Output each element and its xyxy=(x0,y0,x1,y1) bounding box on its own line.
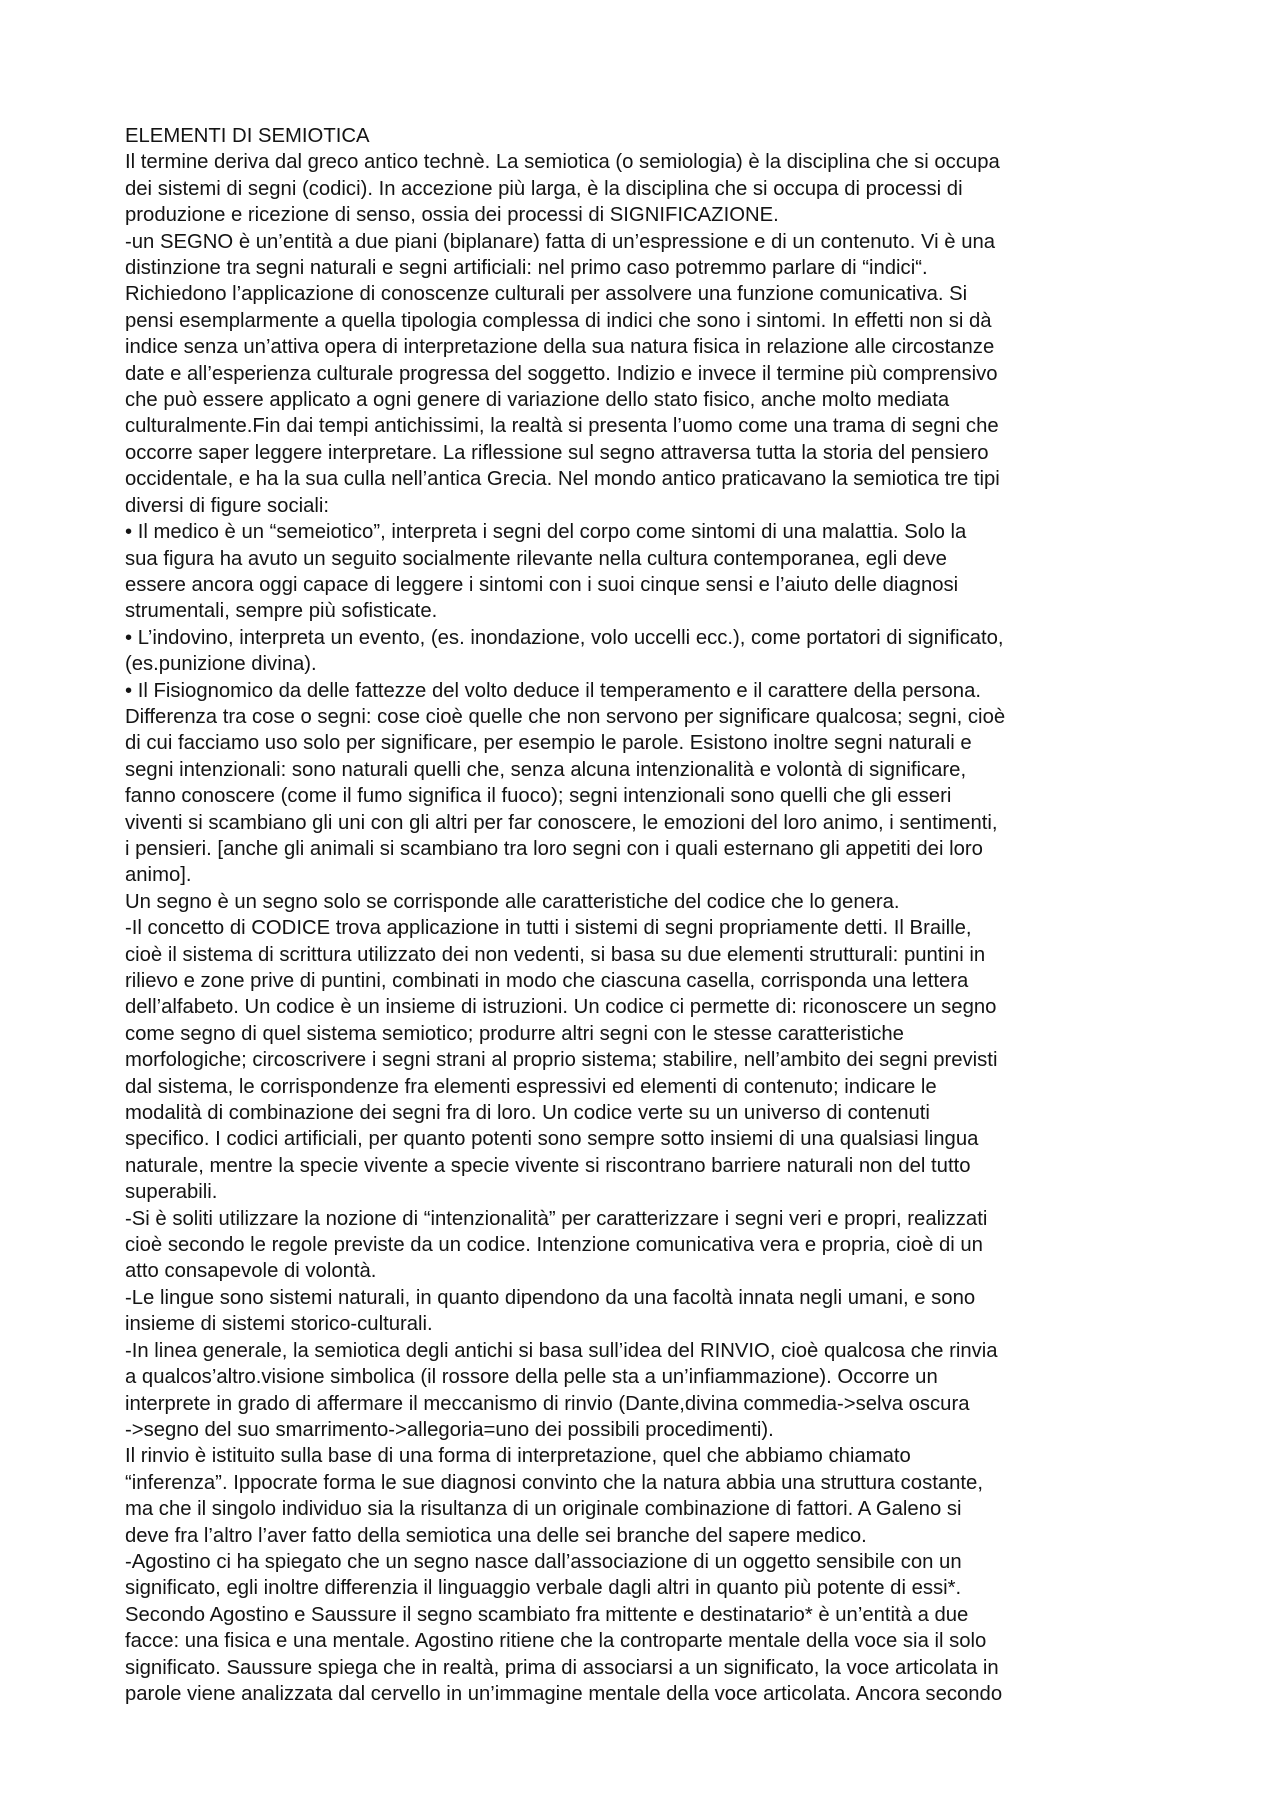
text-line: come segno di quel sistema semiotico; produrre altri segni con le stesse caratteristiche xyxy=(125,1022,904,1045)
text-line: -In linea generale, la semiotica degli antichi si basa sull’idea del RINVIO, cioè qualcosa che rinvia xyxy=(125,1339,998,1362)
text-line: interprete in grado di affermare il meccanismo di rinvio (Dante,divina commedia->selva oscura xyxy=(125,1392,970,1415)
text-line: -Il concetto di CODICE trova applicazione in tutti i sistemi di segni propriamente detti. Il Braille, xyxy=(125,917,972,940)
text-line: naturale, mentre la specie vivente a specie vivente si riscontrano barriere naturali non del tutto xyxy=(125,1154,971,1177)
text-line: fanno conoscere (come il fumo significa il fuoco); segni intenzionali sono quelli che gli esseri xyxy=(125,785,952,808)
text-line: distinzione tra segni naturali e segni artificiali: nel primo caso potremmo parlare di “indici“. xyxy=(125,257,928,280)
text-line: di cui facciamo uso solo per significare, per esempio le parole. Esistono inoltre segni naturali e xyxy=(125,732,972,755)
text-line: modalità di combinazione dei segni fra di loro. Un codice verte su un universo di contenuti xyxy=(125,1102,930,1125)
text-line: Il termine deriva dal greco antico technè. La semiotica (o semiologia) è la disciplina che si occupa xyxy=(125,151,1000,174)
document-page xyxy=(125,123,1165,1707)
text-line: -un SEGNO è un’entità a due piani (biplanare) fatta di un’espressione e di un contenuto. Vi è una xyxy=(125,230,996,253)
text-line: atto consapevole di volontà. xyxy=(125,1260,377,1283)
text-line: a qualcos’altro.visione simbolica (il rossore della pelle sta a un’infiammazione). Occorre un xyxy=(125,1366,938,1389)
text-line: Richiedono l’applicazione di conoscenze culturali per assolvere una funzione comunicativa. Si xyxy=(125,283,968,306)
text-line: (es.punizione divina). xyxy=(125,653,317,676)
text-line: facce: una fisica e una mentale. Agostino ritiene che la controparte mentale della voce sia il solo xyxy=(125,1630,987,1653)
text-line: culturalmente.Fin dai tempi antichissimi, la realtà si presenta l’uomo come una trama di segni che xyxy=(125,415,999,438)
text-line: -Le lingue sono sistemi naturali, in quanto dipendono da una facoltà innata negli umani, e sono xyxy=(125,1286,976,1309)
text-line: Differenza tra cose o segni: cose cioè quelle che non servono per significare qualcosa; segni, cioè xyxy=(125,705,1006,728)
text-line: viventi si scambiano gli uni con gli altri per far conoscere, le emozioni del loro animo, i sentimenti, xyxy=(125,811,998,834)
text-line: i pensieri. [anche gli animali si scambiano tra loro segni con i quali esternano gli appetiti dei loro xyxy=(125,837,983,860)
text-line: rilievo e zone prive di puntini, combinati in modo che ciascuna casella, corrisponda una lettera xyxy=(125,970,969,992)
bullet-line: • Il medico è un “semeiotico”, interpreta i segni del corpo come sintomi di una malattia. Solo la xyxy=(125,521,967,544)
text-line: sua figura ha avuto un seguito socialmente rilevante nella cultura contemporanea, egli deve xyxy=(125,547,947,570)
bullet-line: • L’indovino, interpreta un evento, (es. inondazione, volo uccelli ecc.), come portatori di significato, xyxy=(125,626,1004,649)
text-line: Un segno è un segno solo se corrisponde alle caratteristiche del codice che lo genera. xyxy=(125,890,900,913)
text-line: “inferenza”. Ippocrate forma le sue diagnosi convinto che la natura abbia una struttura costante, xyxy=(125,1471,983,1494)
text-line: morfologiche; circoscrivere i segni strani al proprio sistema; stabilire, nell’ambito dei segni previsti xyxy=(125,1049,998,1072)
text-line: deve fra l’altro l’aver fatto della semiotica una delle sei branche del sapere medico. xyxy=(125,1524,867,1547)
text-line: ->segno del suo smarrimento->allegoria=uno dei possibili procedimenti). xyxy=(125,1418,774,1441)
text-line: diversi di figure sociali: xyxy=(125,494,330,517)
text-line: animo]. xyxy=(125,864,192,887)
text-line: dal sistema, le corrispondenze fra elementi espressivi ed elementi di contenuto; indicare le xyxy=(125,1075,937,1098)
text-line: cioè secondo le regole previste da un codice. Intenzione comunicativa vera e propria, cioè di un xyxy=(125,1234,983,1257)
text-line: Il rinvio è istituito sulla base di una forma di interpretazione, quel che abbiamo chiamato xyxy=(125,1445,911,1468)
text-line: pensi esemplarmente a quella tipologia complessa di indici che sono i sintomi. In effetti non si dà xyxy=(125,309,992,332)
text-line: indice senza un’attiva opera di interpretazione della sua natura fisica in relazione alle circostanze xyxy=(125,336,995,359)
text-line: parole viene analizzata dal cervello in un’immagine mentale della voce articolata. Ancora secondo xyxy=(125,1682,1003,1705)
text-line: dell’alfabeto. Un codice è un insieme di istruzioni. Un codice ci permette di: riconoscere un segno xyxy=(125,996,997,1019)
text-line: -Si è soliti utilizzare la nozione di “intenzionalità” per caratterizzare i segni veri e propri, realizzati xyxy=(125,1207,988,1230)
bullet-line: • Il Fisiognomico da delle fattezze del volto deduce il temperamento e il carattere della persona. xyxy=(125,679,982,702)
text-line: ma che il singolo individuo sia la risultanza di un originale combinazione di fattori. A Galeno si xyxy=(125,1498,962,1521)
text-line: segni intenzionali: sono naturali quelli che, senza alcuna intenzionalità e volontà di significare, xyxy=(125,758,967,781)
text-line: strumentali, sempre più sofisticate. xyxy=(125,600,438,623)
text-line: specifico. I codici artificiali, per quanto potenti sono sempre sotto insiemi di una qualsiasi lingua xyxy=(125,1128,979,1151)
text-line: dei sistemi di segni (codici). In accezione più larga, è la disciplina che si occupa di processi di xyxy=(125,177,963,200)
text-line: superabili. xyxy=(125,1181,218,1204)
text-line: essere ancora oggi capace di leggere i sintomi con i suoi cinque sensi e l’aiuto delle diagnosi xyxy=(125,573,959,596)
text-line: occorre saper leggere interpretare. La riflessione sul segno attraversa tutta la storia del pensiero xyxy=(125,441,989,464)
text-line: date e all’esperienza culturale progressa del soggetto. Indizio e invece il termine più comprensivo xyxy=(125,362,998,385)
text-line: significato. Saussure spiega che in realtà, prima di associarsi a un significato, la voce articolata in xyxy=(125,1656,999,1679)
text-line: che può essere applicato a ogni genere di variazione dello stato fisico, anche molto mediata xyxy=(125,389,950,412)
text-line: Secondo Agostino e Saussure il segno scambiato fra mittente e destinatario* è un’entità a due xyxy=(125,1603,969,1626)
text-line: produzione e ricezione di senso, ossia dei processi di SIGNIFICAZIONE. xyxy=(125,204,779,227)
text-line: significato, egli inoltre differenzia il linguaggio verbale dagli altri in quanto più potente di essi*. xyxy=(125,1577,962,1600)
text-line: -Agostino ci ha spiegato che un segno nasce dall’associazione di un oggetto sensibile con un xyxy=(125,1550,962,1573)
text-line: occidentale, e ha la sua culla nell’antica Grecia. Nel mondo antico praticavano la semiotica tre tipi xyxy=(125,468,1000,491)
text-line: cioè il sistema di scrittura utilizzato dei non vedenti, si basa su due elementi strutturali: puntini in xyxy=(125,943,986,966)
document-title: ELEMENTI DI SEMIOTICA xyxy=(125,125,370,147)
text-line: insieme di sistemi storico-culturali. xyxy=(125,1313,433,1336)
